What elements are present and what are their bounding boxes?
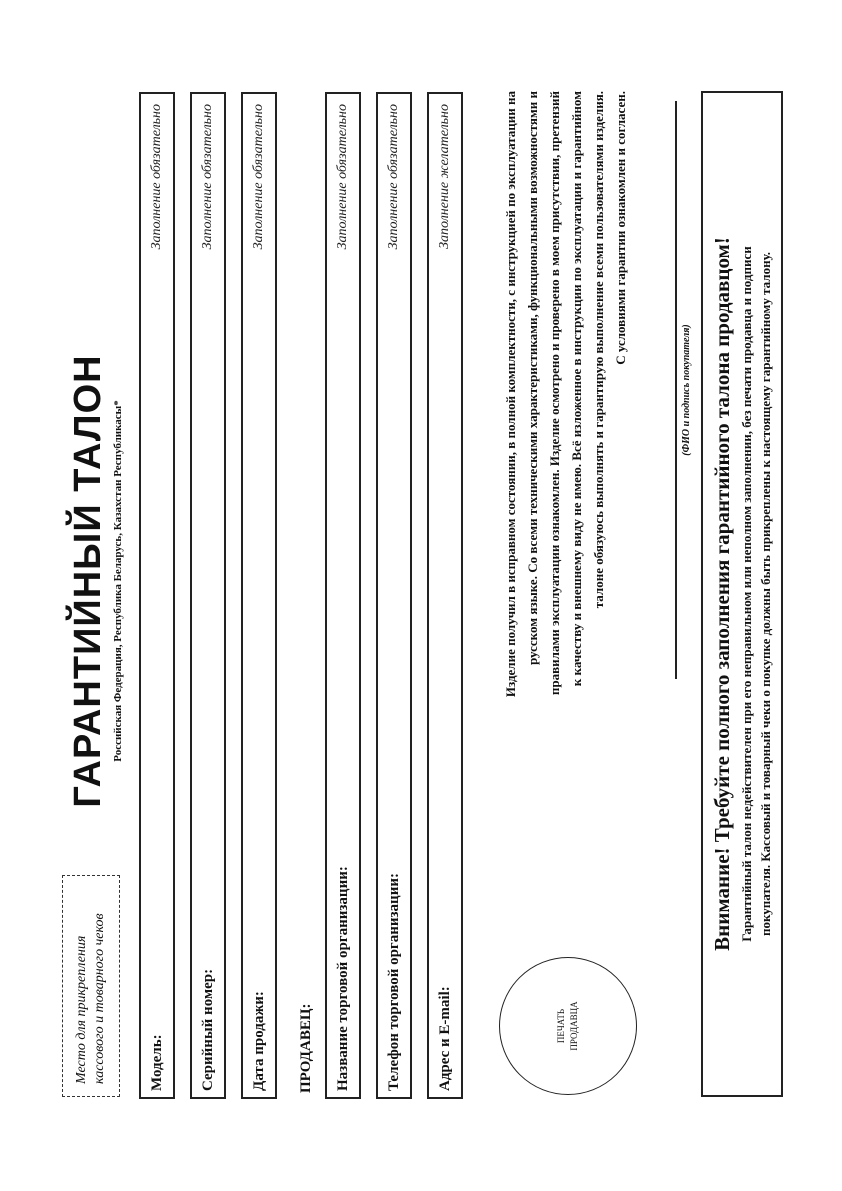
statement-line: русском языке. Со всеми техническими характеристиками, функциональными возможностями и (525, 91, 540, 666)
field-label: Серийный номер: (199, 968, 216, 1091)
signature-caption: (ФИО и подпись покупателя) (681, 324, 692, 456)
sale-date-field[interactable] (241, 92, 277, 1099)
page-title: ГАРАНТИЙНЫЙ ТАЛОН (67, 354, 109, 808)
buyer-statement (500, 91, 632, 891)
warning-body (737, 93, 775, 1095)
stamp-label-line2: ПРОДАВЦА (569, 1001, 579, 1051)
page-subtitle: Российская Федерация, Республика Беларусь, Казахстан Республикасы* (112, 400, 124, 762)
field-label: Модель: (148, 1034, 165, 1091)
store-name-field[interactable] (325, 92, 361, 1099)
field-label: Адрес и E-mail: (436, 986, 453, 1091)
field-hint: Заполнение обязательно (335, 104, 350, 250)
field-label: Телефон торговой организации: (385, 873, 402, 1091)
field-hint: Заполнение обязательно (200, 104, 215, 250)
store-phone-field[interactable] (376, 92, 412, 1099)
statement-line: Изделие получил в исправном состоянии, в полной комплектности, с инструкцией по эксплуатации на (503, 91, 518, 698)
statement-line: к качеству и внешнему виду не имею. Всё изложенное в инструкции по эксплуатации и гарантийном (569, 91, 584, 687)
receipt-area-line2: кассового и товарного чеков (92, 913, 107, 1084)
field-hint: Заполнение обязательно (251, 104, 266, 250)
stamp-label-line1: ПЕЧАТЬ (556, 1008, 566, 1044)
warning-box (701, 91, 783, 1097)
address-email-field[interactable] (427, 92, 463, 1099)
signature-line[interactable] (675, 101, 677, 679)
field-label: Название торговой организации: (334, 866, 351, 1091)
seller-heading: ПРОДАВЕЦ: (298, 1003, 314, 1093)
field-hint: Заполнение желательно (437, 104, 452, 249)
statement-line: правилами эксплуатации ознакомлен. Изделие осмотрено и проверено в моем присутствии, претензий (547, 91, 562, 696)
statement-line: С условиями гарантии ознакомлен и согласен. (613, 91, 628, 365)
field-hint: Заполнение обязательно (386, 104, 401, 250)
statement-line: талоне обязуюсь выполнять и гарантирую выполнение всеми пользователями изделия. (591, 91, 606, 609)
warning-line: Гарантийный талон недействителен при его неправильном или неполном заполнении, без печати продавца и подписи (739, 246, 754, 942)
field-label: Дата продажи: (250, 991, 267, 1091)
field-hint: Заполнение обязательно (149, 104, 164, 250)
serial-number-field[interactable] (190, 92, 226, 1099)
receipt-attachment-area (62, 875, 120, 1097)
warning-heading: Внимание! Требуйте полного заполнения гарантийного талона продавцом! (710, 237, 734, 951)
model-field[interactable] (139, 92, 175, 1099)
receipt-area-line1: Место для прикрепления (74, 935, 89, 1084)
warning-line: покупателя. Кассовый и товарный чеки о покупке должны быть прикреплены к настоящему гарантийному талону. (758, 251, 773, 937)
seller-stamp-circle (499, 957, 637, 1095)
